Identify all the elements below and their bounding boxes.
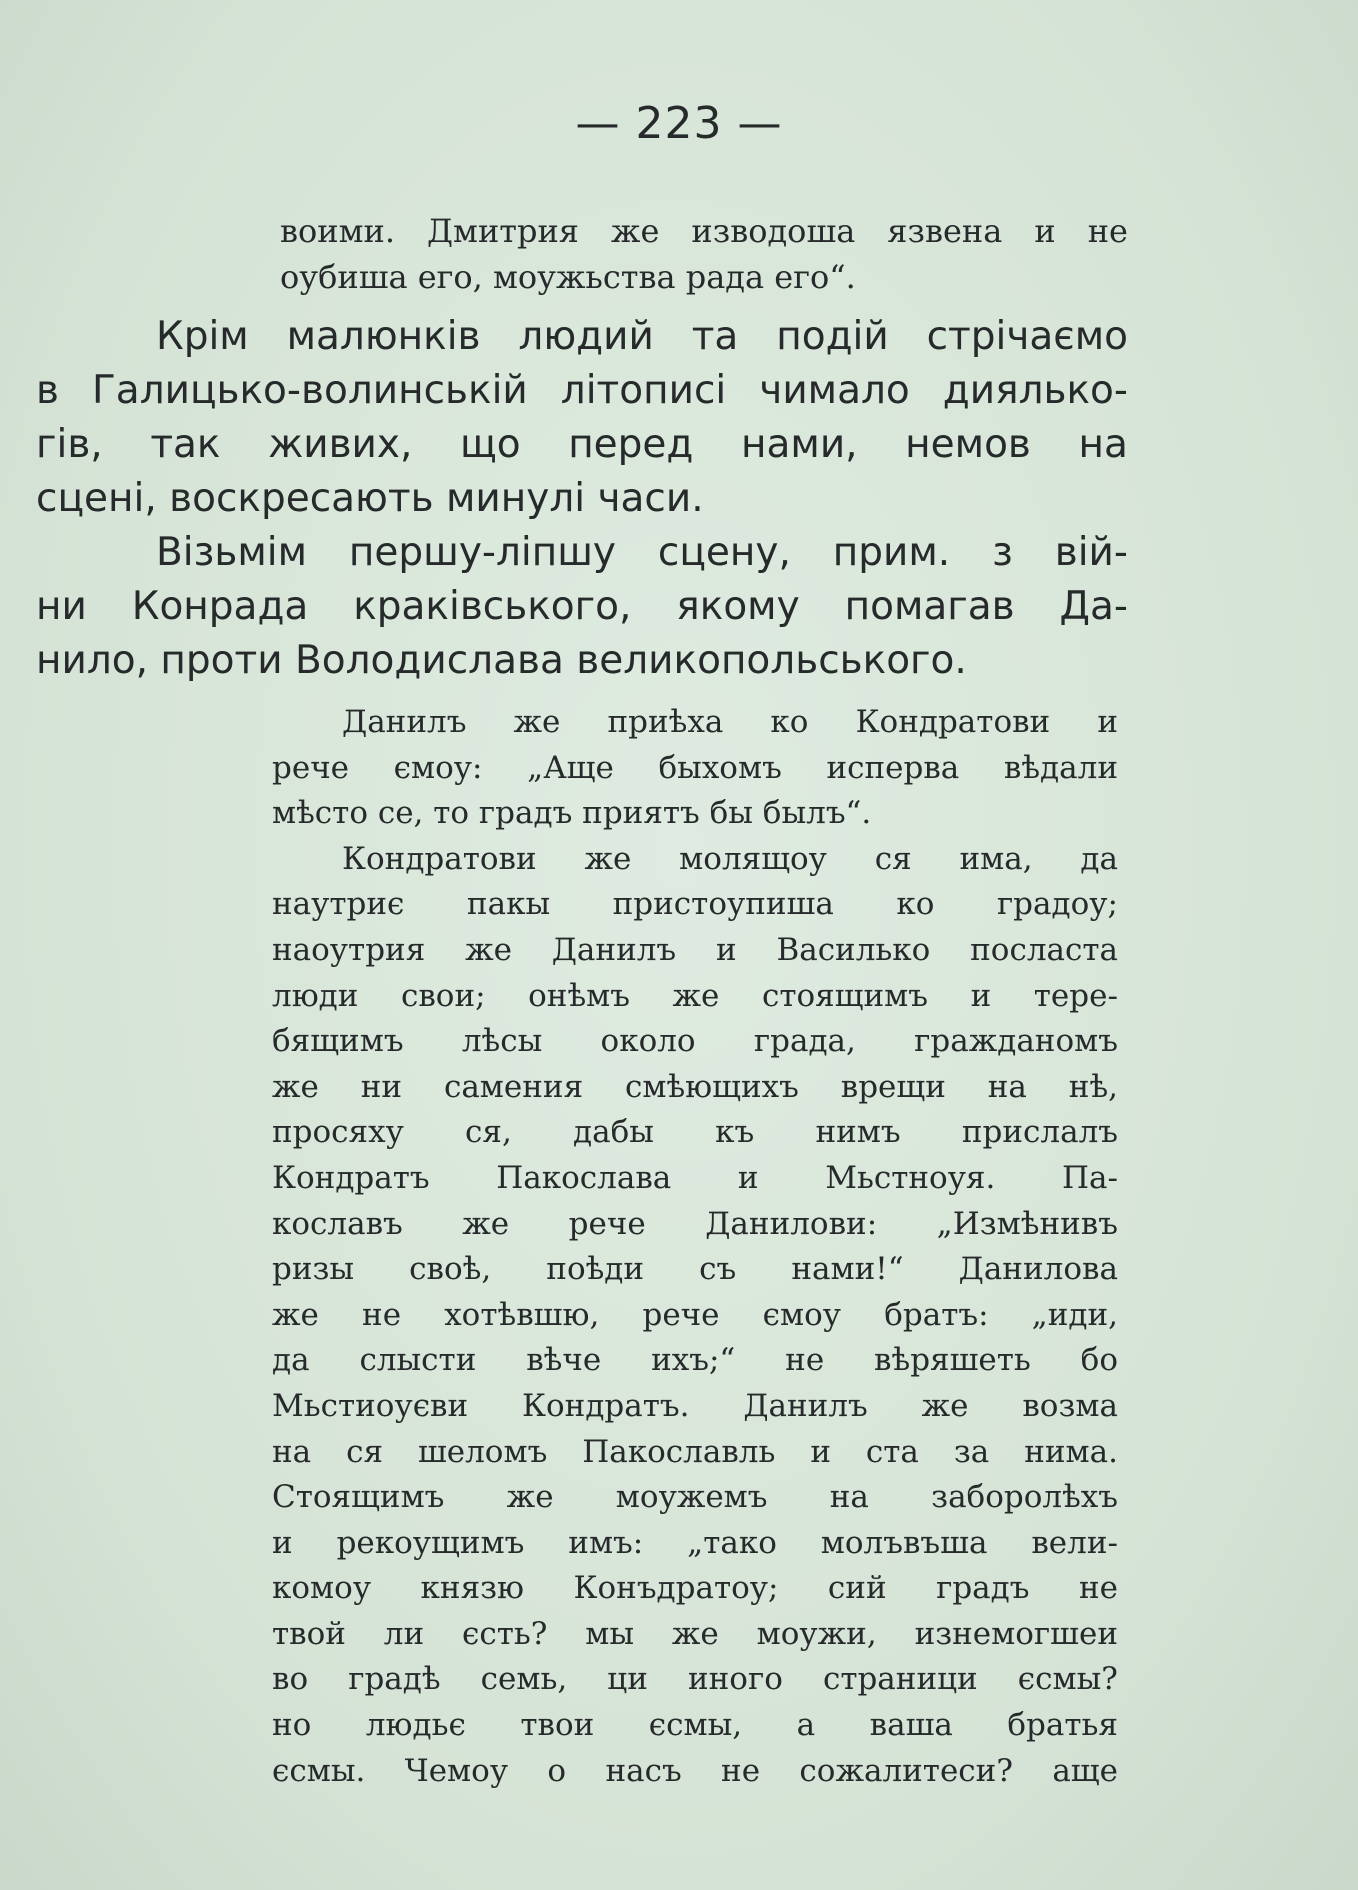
word: же bbox=[584, 840, 632, 877]
word: та bbox=[691, 314, 739, 359]
word: наутриє bbox=[272, 886, 405, 923]
word: же bbox=[513, 704, 561, 740]
word: „Аще bbox=[527, 749, 614, 786]
word: рече bbox=[642, 1296, 720, 1333]
word: вѣдали bbox=[1003, 749, 1118, 786]
word: Візьмім bbox=[156, 530, 307, 575]
word: хотѣвшю, bbox=[444, 1296, 600, 1333]
word: же bbox=[671, 1615, 719, 1652]
word: твои bbox=[520, 1707, 595, 1744]
text-line bbox=[36, 418, 1128, 472]
word: братъ: bbox=[884, 1296, 989, 1333]
word: на bbox=[272, 1433, 312, 1470]
text-line bbox=[36, 526, 1128, 580]
word: бящимъ bbox=[272, 1023, 404, 1060]
word: аще bbox=[1052, 1752, 1118, 1789]
word: кославъ bbox=[272, 1205, 403, 1242]
text-line bbox=[272, 1384, 1118, 1430]
word: шеломъ bbox=[417, 1433, 548, 1470]
text-line bbox=[272, 1430, 1118, 1476]
word: ваша bbox=[869, 1707, 953, 1744]
word: Галицько-волинській bbox=[92, 368, 528, 413]
word: на bbox=[987, 1068, 1027, 1105]
word: дабы bbox=[573, 1114, 654, 1151]
word: градъ bbox=[936, 1570, 1030, 1607]
word: „Измѣнивъ bbox=[936, 1205, 1118, 1242]
word: же bbox=[611, 212, 660, 250]
word: диялько- bbox=[942, 368, 1128, 413]
text-line: оубиша его, моужьства рада его“. bbox=[280, 258, 856, 296]
word: пристоупиша bbox=[612, 886, 834, 923]
word: ста bbox=[865, 1433, 919, 1470]
word: да bbox=[272, 1342, 310, 1379]
word: князю bbox=[420, 1570, 525, 1607]
word: стрічаємо bbox=[926, 314, 1128, 359]
word: свои; bbox=[400, 977, 486, 1014]
word: нима. bbox=[1024, 1433, 1118, 1470]
word: вій- bbox=[1054, 530, 1128, 575]
word: изводоша bbox=[691, 212, 856, 250]
word: наоутрия bbox=[272, 931, 426, 968]
word: Да- bbox=[1059, 584, 1128, 629]
word: ємоу: bbox=[393, 749, 483, 786]
word: Па- bbox=[1061, 1159, 1118, 1196]
word: ся bbox=[874, 840, 912, 877]
page-number: — 223 — bbox=[575, 98, 783, 149]
word: помагав bbox=[844, 584, 1015, 629]
word: вѣче bbox=[526, 1342, 602, 1379]
text-line bbox=[36, 580, 1128, 634]
word: да bbox=[1080, 840, 1118, 877]
word: нѣ, bbox=[1068, 1068, 1118, 1105]
text-line bbox=[272, 1293, 1118, 1339]
word: за bbox=[953, 1433, 990, 1470]
word: ци bbox=[607, 1661, 648, 1698]
word: посласта bbox=[970, 931, 1118, 968]
word: стоящимъ bbox=[761, 977, 929, 1014]
word: насъ bbox=[605, 1752, 682, 1789]
word: нами, bbox=[741, 422, 858, 467]
word: имъ: bbox=[568, 1524, 644, 1561]
word: не bbox=[785, 1342, 825, 1379]
word: во bbox=[272, 1661, 309, 1698]
word: не bbox=[721, 1752, 761, 1789]
word: пакы bbox=[466, 886, 551, 923]
word: молъвъша bbox=[820, 1524, 988, 1561]
word: людьє bbox=[365, 1707, 466, 1744]
word: приѣха bbox=[607, 704, 724, 740]
text-line bbox=[272, 1202, 1118, 1248]
text-line bbox=[272, 746, 1118, 792]
text-line bbox=[272, 1475, 1118, 1521]
word: и bbox=[715, 931, 737, 968]
word: градоу; bbox=[996, 886, 1118, 923]
word: прим. bbox=[832, 530, 951, 575]
text-line bbox=[272, 974, 1118, 1020]
text-line bbox=[272, 1110, 1118, 1156]
text-line bbox=[272, 837, 1118, 883]
text-line bbox=[272, 1657, 1118, 1703]
word: Василько bbox=[776, 931, 931, 968]
text-line bbox=[272, 1019, 1118, 1065]
word: якому bbox=[676, 584, 800, 629]
word: врещи bbox=[840, 1068, 946, 1105]
word: возма bbox=[1022, 1387, 1118, 1424]
word: так bbox=[150, 422, 221, 467]
word: слысти bbox=[359, 1342, 477, 1379]
word: же bbox=[462, 1205, 510, 1242]
word: немов bbox=[905, 422, 1031, 467]
word: рече bbox=[568, 1205, 646, 1242]
word: малюнків bbox=[286, 314, 481, 359]
word: же bbox=[272, 1296, 319, 1333]
word: Стоящимъ bbox=[272, 1479, 445, 1516]
word: Пакослава bbox=[496, 1159, 672, 1196]
word: же bbox=[506, 1479, 554, 1516]
word: сий bbox=[827, 1570, 887, 1607]
word: смѣющихъ bbox=[625, 1068, 799, 1105]
word: Кондратови bbox=[342, 840, 537, 877]
word: же bbox=[465, 931, 512, 968]
word: єсть? bbox=[462, 1615, 548, 1652]
word: има, bbox=[959, 840, 1033, 877]
word: о bbox=[547, 1752, 567, 1789]
word: рече bbox=[272, 749, 350, 786]
main-paragraphs bbox=[36, 310, 1128, 688]
word: твой bbox=[272, 1615, 346, 1652]
word: но bbox=[272, 1707, 312, 1744]
word: лѣсы bbox=[461, 1023, 543, 1060]
word: рекоущимъ bbox=[336, 1524, 525, 1561]
word: поѣди bbox=[546, 1251, 645, 1288]
word: ихъ;“ bbox=[651, 1342, 736, 1379]
word: и bbox=[1034, 212, 1056, 250]
word: на bbox=[829, 1479, 869, 1516]
word: и bbox=[1097, 704, 1118, 740]
word: же bbox=[272, 1068, 319, 1105]
word: а bbox=[796, 1707, 816, 1744]
word: Данилъ bbox=[743, 1387, 868, 1424]
word: страници bbox=[822, 1661, 978, 1698]
word: иного bbox=[687, 1661, 783, 1698]
text-line bbox=[272, 1065, 1118, 1111]
word: Дмитрия bbox=[427, 212, 579, 250]
word: и bbox=[970, 977, 992, 1014]
word: ко bbox=[770, 704, 809, 740]
word: єсмы? bbox=[1017, 1661, 1118, 1698]
word: мы bbox=[585, 1615, 635, 1652]
word: ни bbox=[360, 1068, 403, 1105]
word: и bbox=[272, 1524, 293, 1561]
word: Конъдратоу; bbox=[573, 1570, 779, 1607]
word: „иди, bbox=[1031, 1296, 1118, 1333]
word: єсмы, bbox=[648, 1707, 743, 1744]
word: семь, bbox=[480, 1661, 568, 1698]
word: съ bbox=[699, 1251, 737, 1288]
word: около bbox=[600, 1023, 696, 1060]
word: першу-ліпшу bbox=[348, 530, 617, 575]
word: Данилъ bbox=[342, 704, 467, 740]
text-line bbox=[272, 1338, 1118, 1384]
word: людий bbox=[518, 314, 654, 359]
word: градѣ bbox=[348, 1661, 441, 1698]
word: Данилъ bbox=[551, 931, 677, 968]
word: быхомъ bbox=[658, 749, 782, 786]
word: ємоу bbox=[762, 1296, 842, 1333]
word: моужи, bbox=[756, 1615, 877, 1652]
word: Кондратови bbox=[855, 704, 1051, 740]
word: живих, bbox=[268, 422, 413, 467]
word: подій bbox=[776, 314, 889, 359]
word: ни bbox=[36, 584, 87, 629]
word: ли bbox=[383, 1615, 425, 1652]
word: бо bbox=[1080, 1342, 1118, 1379]
word: же bbox=[921, 1387, 969, 1424]
word: вели- bbox=[1031, 1524, 1118, 1561]
word: же bbox=[672, 977, 720, 1014]
text-line: сцені, воскресають минулі часи. bbox=[36, 476, 704, 521]
word: изнемогшеи bbox=[914, 1615, 1118, 1652]
word: самения bbox=[443, 1068, 584, 1105]
text-line bbox=[272, 1156, 1118, 1202]
text-line bbox=[272, 1749, 1118, 1795]
word: ризы bbox=[272, 1251, 355, 1288]
text-line bbox=[272, 1521, 1118, 1567]
text-line bbox=[272, 1566, 1118, 1612]
quote-fragment-top bbox=[280, 208, 1128, 300]
word: нами!“ bbox=[791, 1251, 904, 1288]
word: люди bbox=[272, 977, 359, 1014]
word: ко bbox=[896, 886, 935, 923]
word: и bbox=[810, 1433, 831, 1470]
word: Крім bbox=[156, 314, 249, 359]
word: воими. bbox=[280, 212, 395, 250]
word: къ bbox=[715, 1114, 755, 1151]
word: літописі bbox=[560, 368, 727, 413]
word: молящоу bbox=[679, 840, 827, 877]
word: и bbox=[737, 1159, 759, 1196]
text-line bbox=[272, 1247, 1118, 1293]
text-line bbox=[272, 700, 1118, 746]
word: не bbox=[1078, 1570, 1118, 1607]
word: гів, bbox=[36, 422, 103, 467]
word: краківського, bbox=[353, 584, 632, 629]
word: в bbox=[36, 368, 59, 413]
word: тере- bbox=[1033, 977, 1118, 1014]
word: єсмы. bbox=[272, 1752, 366, 1789]
word: гражданомъ bbox=[914, 1023, 1118, 1060]
text-line: мѣсто се, то градъ приятъ бы былъ“. bbox=[272, 795, 872, 832]
chronicle-quotation bbox=[272, 700, 1118, 1794]
word: прислалъ bbox=[961, 1114, 1118, 1151]
word: сожалитеси? bbox=[799, 1752, 1013, 1789]
word: ся bbox=[346, 1433, 384, 1470]
word: комоу bbox=[272, 1570, 372, 1607]
word: Данилова bbox=[958, 1251, 1118, 1288]
word: братья bbox=[1007, 1707, 1118, 1744]
word: що bbox=[459, 422, 521, 467]
word: Конрада bbox=[131, 584, 309, 629]
word: нимъ bbox=[815, 1114, 901, 1151]
word: Данилови: bbox=[705, 1205, 878, 1242]
word: Кондратъ. bbox=[522, 1387, 690, 1424]
word: Пакославль bbox=[582, 1433, 776, 1470]
word: не bbox=[1087, 212, 1128, 250]
word: перед bbox=[568, 422, 694, 467]
word: ся, bbox=[465, 1114, 512, 1151]
text-line bbox=[272, 882, 1118, 928]
word: заборолѣхъ bbox=[931, 1479, 1118, 1516]
word: Кондратъ bbox=[272, 1159, 430, 1196]
text-line bbox=[272, 928, 1118, 974]
word: „тако bbox=[687, 1524, 777, 1561]
word: сцену, bbox=[657, 530, 791, 575]
text-line: нило, проти Володислава великопольського. bbox=[36, 638, 967, 683]
word: Мьстиоуєви bbox=[272, 1387, 469, 1424]
word: не bbox=[362, 1296, 402, 1333]
text-line bbox=[36, 310, 1128, 364]
word: вѣряшеть bbox=[874, 1342, 1031, 1379]
word: Чемоу bbox=[404, 1752, 509, 1789]
word: своѣ, bbox=[409, 1251, 492, 1288]
text-line bbox=[280, 208, 1128, 254]
word: Мьстноуя. bbox=[825, 1159, 996, 1196]
text-line bbox=[272, 1612, 1118, 1658]
word: чимало bbox=[759, 368, 910, 413]
word: язвена bbox=[887, 212, 1003, 250]
word: онѣмъ bbox=[528, 977, 630, 1014]
word: града, bbox=[753, 1023, 856, 1060]
word: исперва bbox=[826, 749, 960, 786]
word: з bbox=[992, 530, 1013, 575]
text-line bbox=[36, 364, 1128, 418]
word: просяху bbox=[272, 1114, 404, 1151]
word: моужемъ bbox=[615, 1479, 768, 1516]
word: на bbox=[1078, 422, 1128, 467]
text-line bbox=[272, 1703, 1118, 1749]
